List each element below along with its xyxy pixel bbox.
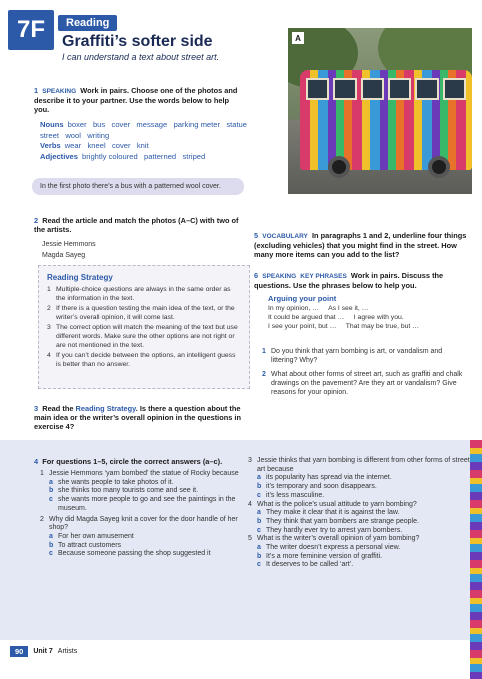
mcq-option[interactable]: c They hardly ever try to arrest yarn bombers. — [257, 526, 403, 534]
strategy-item: 2 If there is a question testing the main idea of the text, or the writer’s overall opinion, it will come last. — [47, 305, 235, 321]
page-number: 90 — [10, 646, 28, 657]
mcq-question: 4 What is the police’s usual attitude to yarn bombing? — [248, 500, 417, 508]
mcq-question: 2 Why did Magda Sayeg knit a cover for the door handle of her shop? — [40, 515, 238, 532]
mcq-option[interactable]: c Because someone passing the shop suggested it — [49, 550, 211, 558]
bus-windows — [306, 78, 466, 100]
task-text: Work in pairs. Choose one of the photos and describe it to your partner. Use the words below to help you. — [34, 86, 238, 114]
mcq-option[interactable]: c It deserves to be called ‘art’. — [257, 561, 354, 569]
verbs-label: Verbs — [40, 141, 61, 150]
task-number: 5 — [254, 231, 259, 240]
verbs-list: wear kneel cover knit — [64, 141, 149, 150]
phrase-line: It could be argued that … I agree with you. — [268, 314, 404, 321]
nouns-list: boxer bus cover message parking meter statue street wool writing — [40, 120, 254, 140]
artist-name: Magda Sayeg — [42, 252, 86, 259]
photo-label: A — [292, 32, 304, 44]
phrase-line: In my opinion, … As I see it, … — [268, 305, 369, 312]
page-title: Graffiti’s softer side — [62, 33, 213, 50]
mcq-option[interactable]: b It’s a more feminine version of graffiti. — [257, 552, 383, 560]
mcq-option[interactable]: b she thinks too many tourists come and see it. — [49, 487, 199, 495]
key-phrases — [268, 294, 468, 331]
page-subtitle: I can understand a text about street art. — [62, 52, 220, 62]
bus-wheel — [328, 156, 350, 178]
adjectives-list: brightly coloured patterned striped — [82, 151, 206, 161]
strategy-title: Reading Strategy — [47, 273, 113, 282]
task-number: 6 — [254, 271, 259, 280]
mcq-column-left — [40, 470, 245, 559]
mcq-option[interactable]: b They think that yarn bombers are strange people. — [257, 517, 419, 525]
task-number: 1 — [34, 86, 39, 95]
artist-list — [42, 239, 96, 261]
mcq-option[interactable]: b it’s temporary and soon disappears. — [257, 483, 377, 491]
task-text: . Is there a question about the main idea or the writer’s overall opinion in the questions in exercise 4? — [34, 404, 241, 431]
task-tag: SPEAKING — [262, 273, 297, 280]
strategy-item: 4 If you can’t decide between the options, an intelligent guess is better than no answer. — [47, 352, 236, 368]
task-6 — [254, 271, 469, 290]
mcq-option[interactable]: a she wants people to take photos of it. — [49, 478, 174, 486]
task-2 — [34, 216, 249, 234]
task-text: Read the — [42, 404, 74, 413]
task-tag: SPEAKING — [42, 88, 77, 95]
mcq-option[interactable]: b To attract customers — [49, 541, 122, 549]
task-number: 2 — [34, 216, 39, 225]
task-text: Work in pairs. Discuss the questions. Use the phrases below to help you. — [254, 271, 444, 290]
task-text: In paragraphs 1 and 2, underline four things (excluding vehicles) that you might find in the street. How many more items can you add to the list? — [254, 231, 467, 259]
task-4 — [34, 457, 244, 466]
mcq-question: 5 What is the writer’s overall opinion of yarn bombing? — [248, 535, 420, 543]
mcq-question: 3 Jessie thinks that yarn bombing is different from other forms of street art because — [248, 457, 470, 473]
task-text: For questions 1–5, circle the correct answers (a–c). — [42, 457, 223, 466]
mcq-option[interactable]: c it’s less masculine. — [257, 491, 325, 499]
task-3 — [34, 404, 249, 431]
discussion-questions — [262, 347, 470, 402]
strategy-item: 3 The correct option will match the meaning of the text but use different words. Make sure the other options are not right or are not mentioned in the text. — [47, 324, 238, 349]
reading-strategy-box — [38, 265, 250, 389]
adjectives-label: Adjectives — [40, 151, 78, 161]
task-number: 3 — [34, 404, 39, 413]
photo-bus — [288, 28, 472, 194]
phrase-line: I see your point, but … That may be true, but … — [268, 323, 419, 330]
footer-unit: Unit 7 — [33, 648, 53, 655]
decorative-knit-stripe — [470, 440, 482, 679]
discussion-question: 1 Do you think that yarn bombing is art, or vandalism and littering? Why? — [262, 348, 443, 364]
nouns-label: Nouns — [40, 120, 64, 129]
section-tab: Reading — [58, 15, 117, 31]
task-tag: VOCABULARY — [262, 233, 308, 240]
task-number: 4 — [34, 457, 39, 466]
mcq-option[interactable]: a They make it clear that it is against the law. — [257, 509, 400, 517]
example-speech-bubble: In the first photo there’s a bus with a patterned wool cover. — [32, 178, 244, 195]
artist-name: Jessie Hemmons — [42, 241, 96, 248]
task-5 — [254, 231, 469, 259]
task-1 — [34, 86, 244, 114]
mcq-question: 1 Jessie Hemmons ‘yarn bombed’ the statue of Rocky because — [40, 470, 239, 477]
task-tag: KEY PHRASES — [300, 273, 347, 280]
page-footer — [10, 646, 77, 657]
mcq-option[interactable]: a For her own amusement — [49, 532, 134, 540]
reading-strategy-link[interactable]: Reading Strategy — [75, 404, 136, 413]
mcq-option[interactable]: a its popularity has spread via the internet. — [257, 474, 392, 482]
strategy-item: 1 Multiple-choice questions are always in the same order as the information in the text. — [47, 286, 231, 302]
footer-topic: Artists — [57, 648, 78, 655]
mcq-column-right — [248, 457, 470, 570]
mcq-option[interactable]: c she wants more people to go and see the paintings in the museum. — [49, 496, 236, 512]
bus-wheel — [428, 156, 450, 178]
word-bank — [40, 120, 260, 162]
discussion-question: 2 What about other forms of street art, such as graffiti and chalk drawings on the pavement? Are they art or vandalism? Give reasons for your opinion. — [262, 371, 463, 396]
unit-badge: 7F — [8, 10, 54, 50]
task-text: Read the article and match the photos (A–C) with two of the artists. — [34, 216, 239, 234]
phrases-title: Arguing your point — [268, 294, 337, 303]
mcq-option[interactable]: a The writer doesn’t express a personal view. — [257, 544, 401, 552]
